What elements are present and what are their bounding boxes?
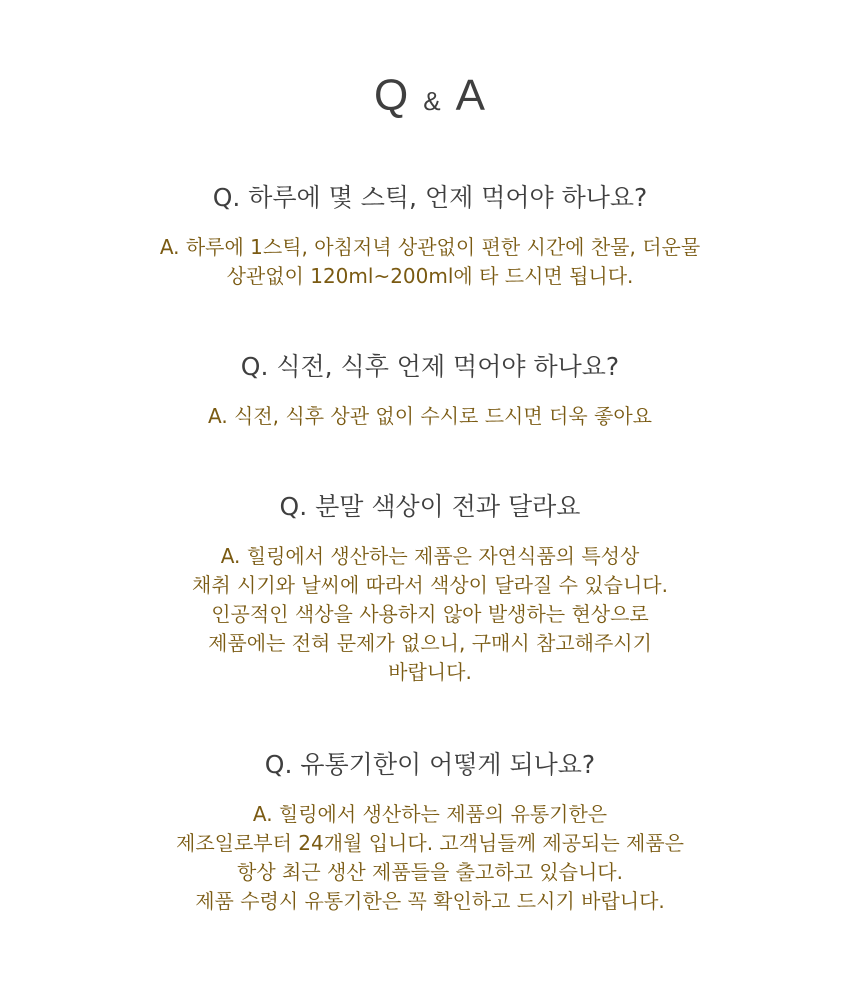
faq-answer-line: A. 힐링에서 생산하는 제품의 유통기한은 (252, 802, 608, 826)
title-ampersand: & (423, 86, 442, 116)
faq-question: Q. 유통기한이 어떻게 되나요? (264, 750, 596, 779)
faq-answer-line: 바랍니다. (388, 660, 472, 684)
faq-question: Q. 하루에 몇 스틱, 언제 먹어야 하나요? (212, 183, 648, 212)
page-title (0, 66, 860, 126)
faq-answer-line: A. 식전, 식후 상관 없이 수시로 드시면 더욱 좋아요 (208, 404, 652, 428)
faq-answer-line: A. 하루에 1스틱, 아침저녁 상관없이 편한 시간에 찬물, 더운물 (159, 235, 701, 259)
faq-answer-line: 제품에는 전혀 문제가 없으니, 구매시 참고해주시기 (208, 631, 652, 655)
faq-question: Q. 식전, 식후 언제 먹어야 하나요? (240, 352, 620, 381)
faq-item-powder-color (0, 490, 860, 687)
faq-answer-line: 채취 시기와 날씨에 따라서 색상이 달라질 수 있습니다. (192, 573, 668, 597)
faq-question: Q. 분말 색상이 전과 달라요 (279, 492, 581, 521)
faq-answer-line: 인공적인 색상을 사용하지 않아 발생하는 현상으로 (211, 602, 649, 626)
faq-answer (0, 800, 860, 916)
faq-item-daily-dosage (0, 181, 860, 291)
title-a: A (455, 71, 486, 120)
faq-answer-line: 제조일로부터 24개월 입니다. 고객님들께 제공되는 제품은 (176, 831, 684, 855)
faq-answer (0, 233, 860, 291)
faq-answer (0, 402, 860, 431)
title-q: Q (374, 71, 410, 120)
faq-answer-line: 항상 최근 생산 제품들을 출고하고 있습니다. (237, 860, 623, 884)
faq-item-meal-timing (0, 350, 860, 431)
faq-answer-line: A. 힐링에서 생산하는 제품은 자연식품의 특성상 (220, 544, 640, 568)
faq-answer (0, 542, 860, 687)
faq-answer-line: 상관없이 120ml~200ml에 타 드시면 됩니다. (226, 264, 634, 288)
faq-item-expiration (0, 748, 860, 916)
faq-answer-line: 제품 수령시 유통기한은 꼭 확인하고 드시기 바랍니다. (195, 889, 665, 913)
